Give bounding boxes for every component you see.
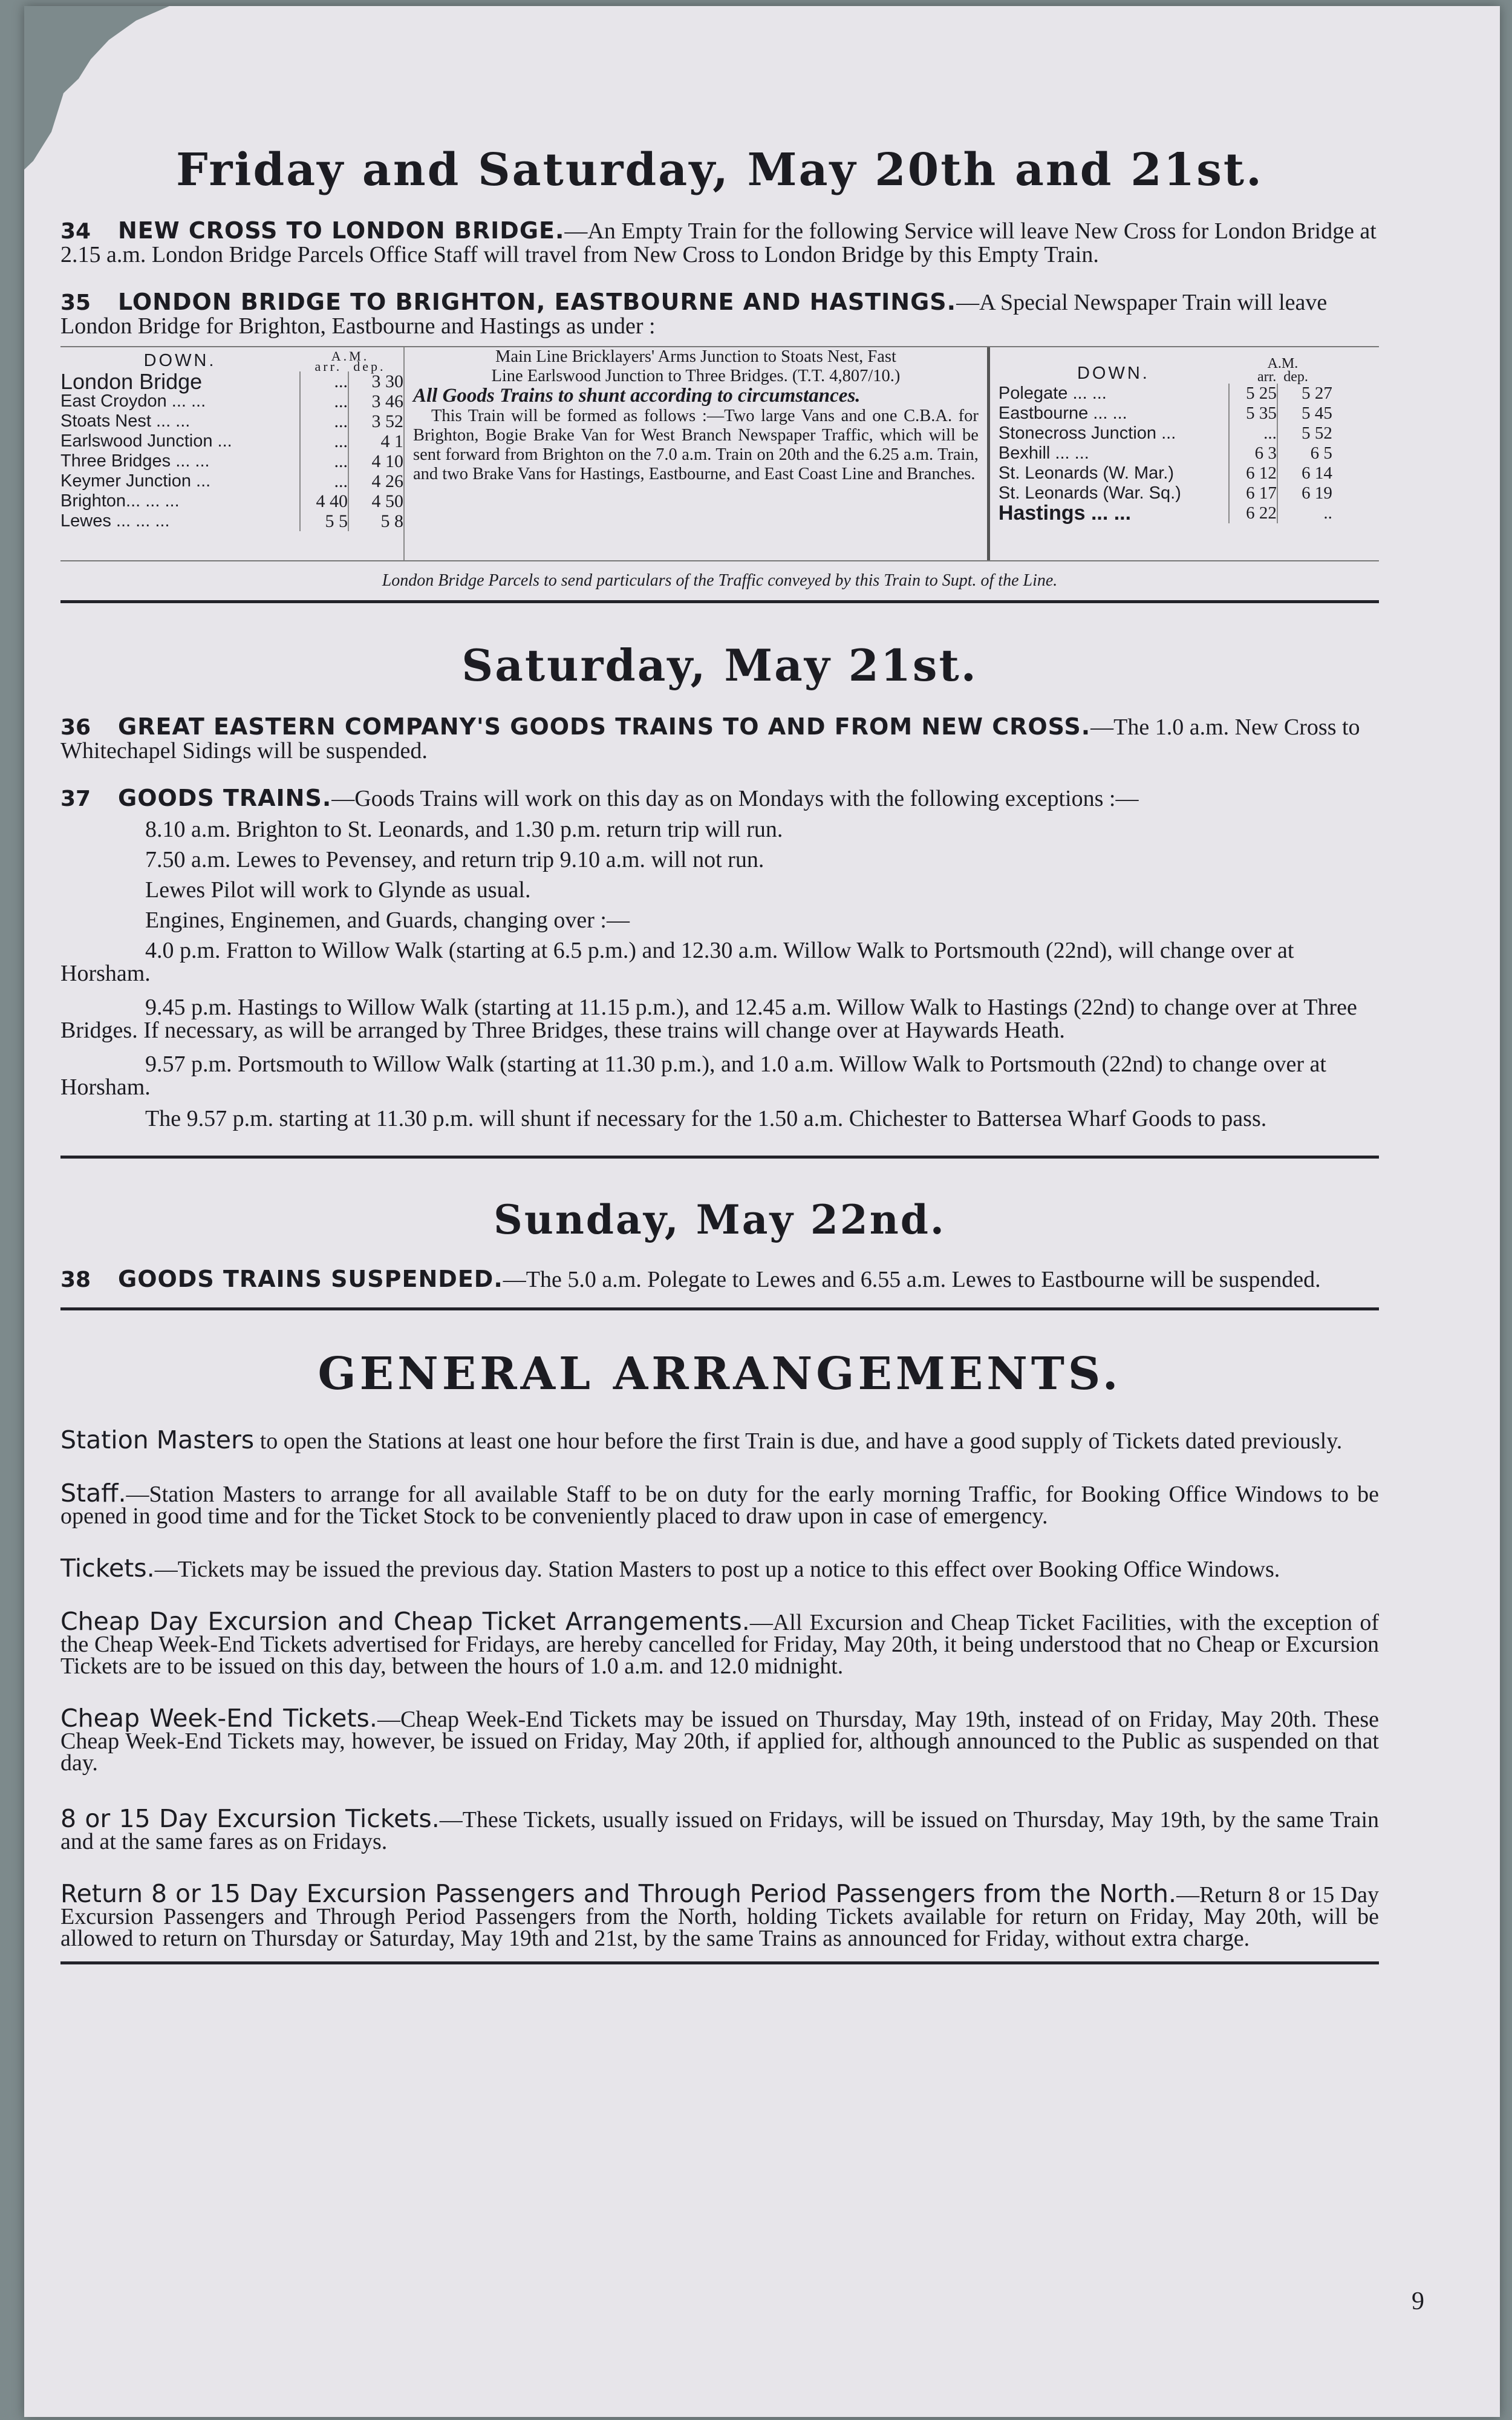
arrangement-station-masters: Station Masters to open the Stations at least one hour before the first Train is due, and have a good supply of Tickets dated previously.: [60, 1425, 1343, 1454]
notice-36: [60, 715, 1379, 762]
notice-number: 34: [60, 219, 91, 244]
notice-35: [60, 290, 1379, 338]
down-label: DOWN.: [1077, 364, 1150, 383]
timetable-left-rows: [60, 371, 403, 531]
timetable-table: [60, 346, 1379, 561]
table-row: Three Bridges ... ... ... 4 10: [60, 451, 403, 471]
changeover-details: [60, 939, 1379, 1130]
notice-text: —The 1.0 a.m. New Cross to Whitechapel Sidings will be suspended.: [60, 715, 1360, 764]
divider: [60, 1156, 1379, 1159]
notice-number: 36: [60, 715, 91, 740]
goods-exceptions: [60, 814, 1379, 935]
notice-number: 38: [60, 1267, 91, 1292]
heading-general: GENERAL ARRANGEMENTS.: [318, 1348, 1122, 1400]
notice-title: GOODS TRAINS.: [118, 785, 332, 811]
table-row: Eastbourne ... ... 5 35 5 45: [998, 404, 1332, 423]
table-row: Earlswood Junction ... ... 4 1: [60, 431, 403, 451]
heading-friday-saturday: Friday and Saturday, May 20th and 21st.: [176, 144, 1263, 196]
notice-title: GREAT EASTERN COMPANY'S GOODS TRAINS TO AND FROM NEW CROSS.: [118, 713, 1091, 740]
divider: [60, 600, 1379, 603]
list-item: 9.45 p.m. Hastings to Willow Walk (starting at 11.15 p.m.), and 12.45 a.m. Willow Walk to Hastings (22nd) to change over at Three Bridges. If necessary, as will be arranged by Three Bridges, these trains will change over at Haywards Heath.: [60, 995, 1357, 1043]
document-page: [24, 6, 1500, 2417]
down-label: DOWN.: [143, 351, 217, 370]
notice-38: [60, 1267, 1379, 1292]
table-row: London Bridge ... 3 30: [60, 369, 403, 394]
page-number: 9: [1412, 2288, 1424, 2315]
notice-text: —An Empty Train for the following Service will leave New Cross for London Bridge at 2.15 a.m. London Bridge Parcels Office Staff will travel from New Cross to London Bridge by this Empty Train.: [60, 218, 1377, 267]
shunt-note: All Goods Trains to shunt according to circumstances.: [413, 385, 861, 407]
list-item: 8.10 a.m. Brighton to St. Leonards, and 1.30 p.m. return trip will run.: [145, 817, 783, 842]
arrangement-excursion: 8 or 15 Day Excursion Tickets.—These Tickets, usually issued on Fridays, will be issued on Thursday, May 19th, by the same Train and at the same fares as on Fridays.: [60, 1804, 1379, 1854]
am-header: A.M. arr. dep.: [1257, 356, 1308, 385]
table-row: Hastings ... ... 6 22 ..: [998, 502, 1332, 525]
table-row: Lewes ... ... ... 5 5 5 8: [60, 511, 403, 531]
divider: [60, 1307, 1379, 1310]
table-row: Keymer Junction ... ... 4 26: [60, 471, 403, 491]
notice-37: [60, 786, 1379, 811]
notice-text: —A Special Newspaper Train will leave London Bridge for Brighton, Eastbourne and Hastings as under :: [60, 290, 1328, 339]
list-item: 4.0 p.m. Fratton to Willow Walk (starting at 6.5 p.m.) and 12.30 a.m. Willow Walk to Portsmouth (22nd), will change over at Horsham.: [60, 938, 1294, 986]
divider: [60, 1961, 1379, 1964]
table-row: Brighton... ... ... 4 40 4 50: [60, 491, 403, 511]
notice-number: 35: [60, 290, 91, 315]
notice-text: —Goods Trains will work on this day as on Mondays with the following exceptions :—: [331, 786, 1139, 811]
arrangement-staff: Staff.—Station Masters to arrange for all available Staff to be on duty for the early morning Traffic, for Booking Office Windows to be opened in good time and for the Ticket Stock to be conveniently placed to draw upon in case of emergency.: [60, 1479, 1379, 1529]
heading-sunday: Sunday, May 22nd.: [494, 1196, 946, 1243]
table-row: Polegate ... ... 5 25 5 27: [998, 384, 1332, 403]
notice-text: —The 5.0 a.m. Polegate to Lewes and 6.55 a.m. Lewes to Eastbourne will be suspended.: [503, 1267, 1321, 1292]
notice-title: LONDON BRIDGE TO BRIGHTON, EASTBOURNE AND HASTINGS.: [118, 289, 957, 315]
page-content: [60, 6, 1379, 1964]
list-item: Engines, Enginemen, and Guards, changing over :—: [145, 908, 630, 933]
table-row: St. Leonards (War. Sq.) 6 17 6 19: [998, 483, 1332, 503]
table-row: Stonecross Junction ... ... 5 52: [998, 424, 1332, 443]
list-item: 7.50 a.m. Lewes to Pevensey, and return trip 9.10 a.m. will not run.: [145, 847, 764, 872]
table-row: St. Leonards (W. Mar.) 6 12 6 14: [998, 463, 1332, 483]
list-item: 9.57 p.m. Portsmouth to Willow Walk (starting at 11.30 p.m.), and 1.0 a.m. Willow Walk to Portsmouth (22nd) to change over at Horsham.: [60, 1051, 1326, 1100]
timetable-left: [60, 347, 403, 560]
notice-title: NEW CROSS TO LONDON BRIDGE.: [118, 217, 565, 244]
am-header: A.M. arr. dep.: [314, 348, 386, 374]
timetable-right: [987, 347, 1379, 560]
arrangement-week-end: Cheap Week-End Tickets.—Cheap Week-End Tickets may be issued on Thursday, May 19th, instead of on Friday, May 20th. These Cheap Week-End Tickets may, however, be issued on Friday, May 20th, if applied for, although announced to the Public as suspended on that day.: [60, 1704, 1379, 1776]
timetable-notes: Main Line Bricklayers' Arms Junction to Stoats Nest, Fast Line Earlswood Junction to Three Bridges. (T.T. 4,807/10.) All Goods Trains to shunt according to circumstances. This Train will be formed as follows :—Two large Vans and one C.B.A. for Brighton, Bogie Brake Van for West Branch Newspaper Traffic, which will be sent forward from Brighton on the 7.0 a.m. Train on 20th and the 6.25 a.m. Train, and two Brake Vans for Hastings, Eastbourne, and East Coast Line and Branches.: [403, 347, 987, 560]
notice-number: 37: [60, 786, 91, 811]
arrangement-return: Return 8 or 15 Day Excursion Passengers and Through Period Passengers from the North.—Return 8 or 15 Day Excursion Passengers and Through Period Passengers from the North, holding Tickets available for return on Friday, May 20th, will be allowed to return on Thursday or Saturday, May 19th and 21st, by the same Trains as announced for Friday, without extra charge.: [60, 1879, 1379, 1951]
arrangement-tickets: Tickets.—Tickets may be issued the previous day. Station Masters to post up a notice to this effect over Booking Office Windows.: [60, 1554, 1280, 1583]
heading-saturday: Saturday, May 21st.: [461, 639, 978, 691]
list-item: Lewes Pilot will work to Glynde as usual.: [145, 877, 531, 903]
list-item: The 9.57 p.m. starting at 11.30 p.m. will shunt if necessary for the 1.50 a.m. Chichester to Battersea Wharf Goods to pass.: [145, 1106, 1267, 1131]
notice-34: [60, 219, 1379, 266]
table-row: Stoats Nest ... ... ... 3 52: [60, 411, 403, 431]
table-row: East Croydon ... ... ... 3 46: [60, 391, 403, 411]
notice-title: GOODS TRAINS SUSPENDED.: [118, 1266, 503, 1292]
table-row: Bexhill ... ... 6 3 6 5: [998, 443, 1332, 463]
parcels-note: London Bridge Parcels to send particulars of the Traffic conveyed by this Train to Supt. of the Line.: [382, 571, 1058, 590]
arrangement-cheap-day: Cheap Day Excursion and Cheap Ticket Arrangements.—All Excursion and Cheap Ticket Facilities, with the exception of the Cheap Week-End Tickets advertised for Fridays, are hereby cancelled for Friday, May 20th, it being understood that no Cheap or Excursion Tickets are to be issued on this day, between the hours of 1.0 a.m. and 12.0 midnight.: [60, 1607, 1379, 1679]
